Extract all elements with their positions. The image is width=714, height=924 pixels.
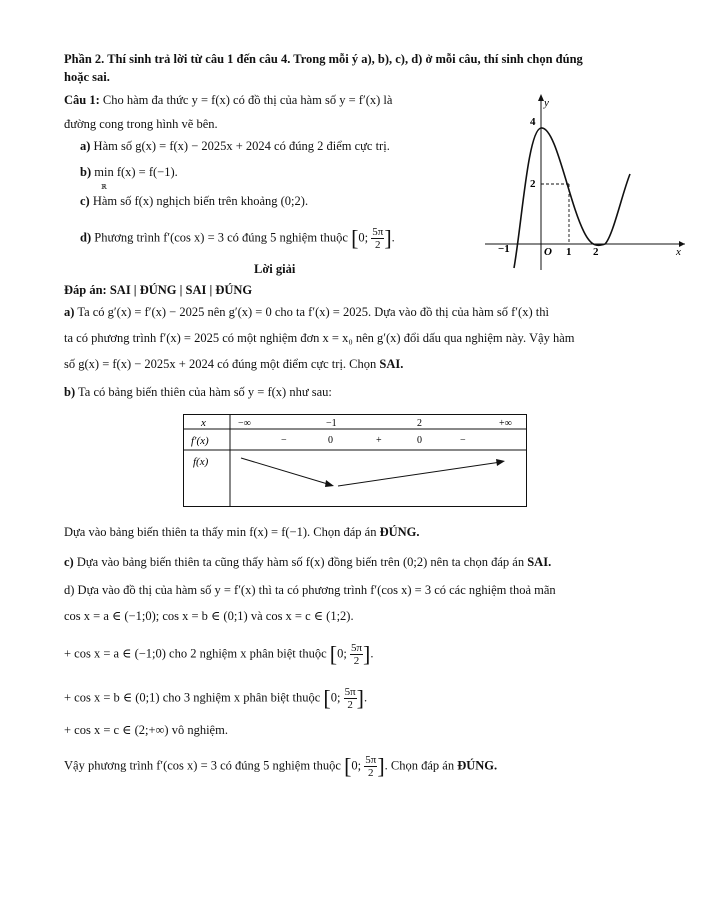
answer-line: Đáp án: SAI | ĐÚNG | SAI | ĐÚNG bbox=[64, 283, 253, 297]
solution-b-line1: b) Ta có bảng biến thiên của hàm số y = f(x) như sau: bbox=[64, 385, 332, 399]
vt-x-pos-inf: +∞ bbox=[499, 418, 512, 429]
solution-title: Lời giải bbox=[254, 262, 296, 276]
question-text1: Cho hàm đa thức y = f(x) có đồ thị của hàm số y = f′(x) là bbox=[102, 93, 393, 107]
origin-label: O bbox=[544, 246, 552, 258]
tick-label-x2: 2 bbox=[593, 246, 599, 258]
solution-a-line2: ta có phương trình f′(x) = 2025 có một nghiệm đơn x = x₀ nên g′(x) đổi dấu qua nghiệm này. Vậy hàm bbox=[64, 331, 575, 345]
vt-row-x: x bbox=[201, 417, 206, 429]
solution-c-line1: c) Dựa vào bảng biến thiên ta cũng thấy hàm số f(x) đồng biến trên (0;2) nên ta chọn đáp án SAI. bbox=[64, 555, 552, 569]
solution-a-line3: số g(x) = f(x) − 2025x + 2024 có đúng một điểm cực trị. Chọn SAI. bbox=[64, 357, 404, 371]
vt-arrow-up bbox=[338, 462, 501, 486]
option-b: b) min f(x) = f(−1). bbox=[80, 165, 178, 179]
vt-sign-3: + bbox=[376, 435, 382, 446]
solution-d-line5: + cos x = c ∈ (2;+∞) vô nghiệm. bbox=[64, 723, 228, 737]
vt-arrow-down bbox=[241, 458, 331, 485]
vt-sign-5: − bbox=[460, 435, 466, 446]
question-line2: đường cong trong hình vẽ bên. bbox=[64, 117, 218, 131]
solution-d-line4: + cos x = b ∈ (0;1) cho 3 nghiệm x phân biệt thuộc [0; $\frac{5\pi}{2}$ ]. bbox=[64, 685, 368, 711]
vt-x-neg-inf: −∞ bbox=[238, 418, 251, 429]
tick-label-4: 4 bbox=[530, 116, 536, 128]
vt-sign-2: 0 bbox=[328, 435, 333, 446]
tick-label-2: 2 bbox=[530, 178, 536, 190]
x-axis-label: x bbox=[676, 246, 681, 258]
option-b-subscript: ℝ bbox=[101, 183, 107, 191]
solution-b-line2: Dựa vào bảng biến thiên ta thấy min f(x) = f(−1). Chọn đáp án ĐÚNG. bbox=[64, 525, 420, 539]
question-label: Câu 1: bbox=[64, 93, 100, 107]
solution-d-line3: + cos x = a ∈ (−1;0) cho 2 nghiệm x phân biệt thuộc [0; $\frac{5\pi}{2}$ ]. bbox=[64, 641, 374, 667]
option-d: d) Phương trình f′(cos x) = 3 có đúng 5 nghiệm thuộc [0; $\frac{5\pi}{2}$ ]. bbox=[80, 225, 395, 251]
y-axis-label: y bbox=[544, 97, 549, 109]
part-header-line1: Phần 2. Thí sinh trả lời từ câu 1 đến câu 4. Trong mỗi ý a), b), c), d) ở mỗi câu, thí sinh chọn đúng bbox=[64, 52, 583, 66]
curve-f-prime bbox=[514, 128, 630, 268]
part-header-line2: hoặc sai. bbox=[64, 70, 110, 84]
fraction-5pi-over-2: $\frac{5\pi}{2}$ bbox=[372, 226, 384, 251]
solution-d-line1: d) Dựa vào đồ thị của hàm số y = f′(x) thì ta có phương trình f′(cos x) = 3 có các nghiệm thoả mãn bbox=[64, 583, 556, 597]
derivative-graph bbox=[480, 92, 690, 272]
variation-table bbox=[183, 414, 528, 508]
solution-d-line6: Vậy phương trình f′(cos x) = 3 có đúng 5 nghiệm thuộc [0; $\frac{5\pi}{2}$ ]. Chọn đáp án ĐÚNG. bbox=[64, 753, 498, 779]
option-c: c) Hàm số f(x) nghịch biến trên khoảng (0;2). bbox=[80, 194, 309, 208]
vt-x-minus1: −1 bbox=[326, 418, 337, 429]
solution-d-line2: cos x = a ∈ (−1;0); cos x = b ∈ (0;1) và cos x = c ∈ (1;2). bbox=[64, 609, 354, 623]
vt-sign-1: − bbox=[281, 435, 287, 446]
tick-label-1: 1 bbox=[566, 246, 572, 258]
vt-x-2: 2 bbox=[417, 418, 422, 429]
tick-label-minus1: −1 bbox=[498, 243, 510, 255]
vt-row-f: f(x) bbox=[193, 456, 209, 468]
vt-sign-4: 0 bbox=[417, 435, 422, 446]
vt-row-fprime: f′(x) bbox=[191, 435, 209, 447]
solution-a-line1: a) Ta có g′(x) = f′(x) − 2025 nên g′(x) = 0 cho ta f′(x) = 2025. Dựa vào đồ thị của hàm số f′(x) thì bbox=[64, 305, 549, 319]
option-a: a) Hàm số g(x) = f(x) − 2025x + 2024 có đúng 2 điểm cực trị. bbox=[80, 139, 390, 153]
question-line1 bbox=[64, 92, 392, 108]
